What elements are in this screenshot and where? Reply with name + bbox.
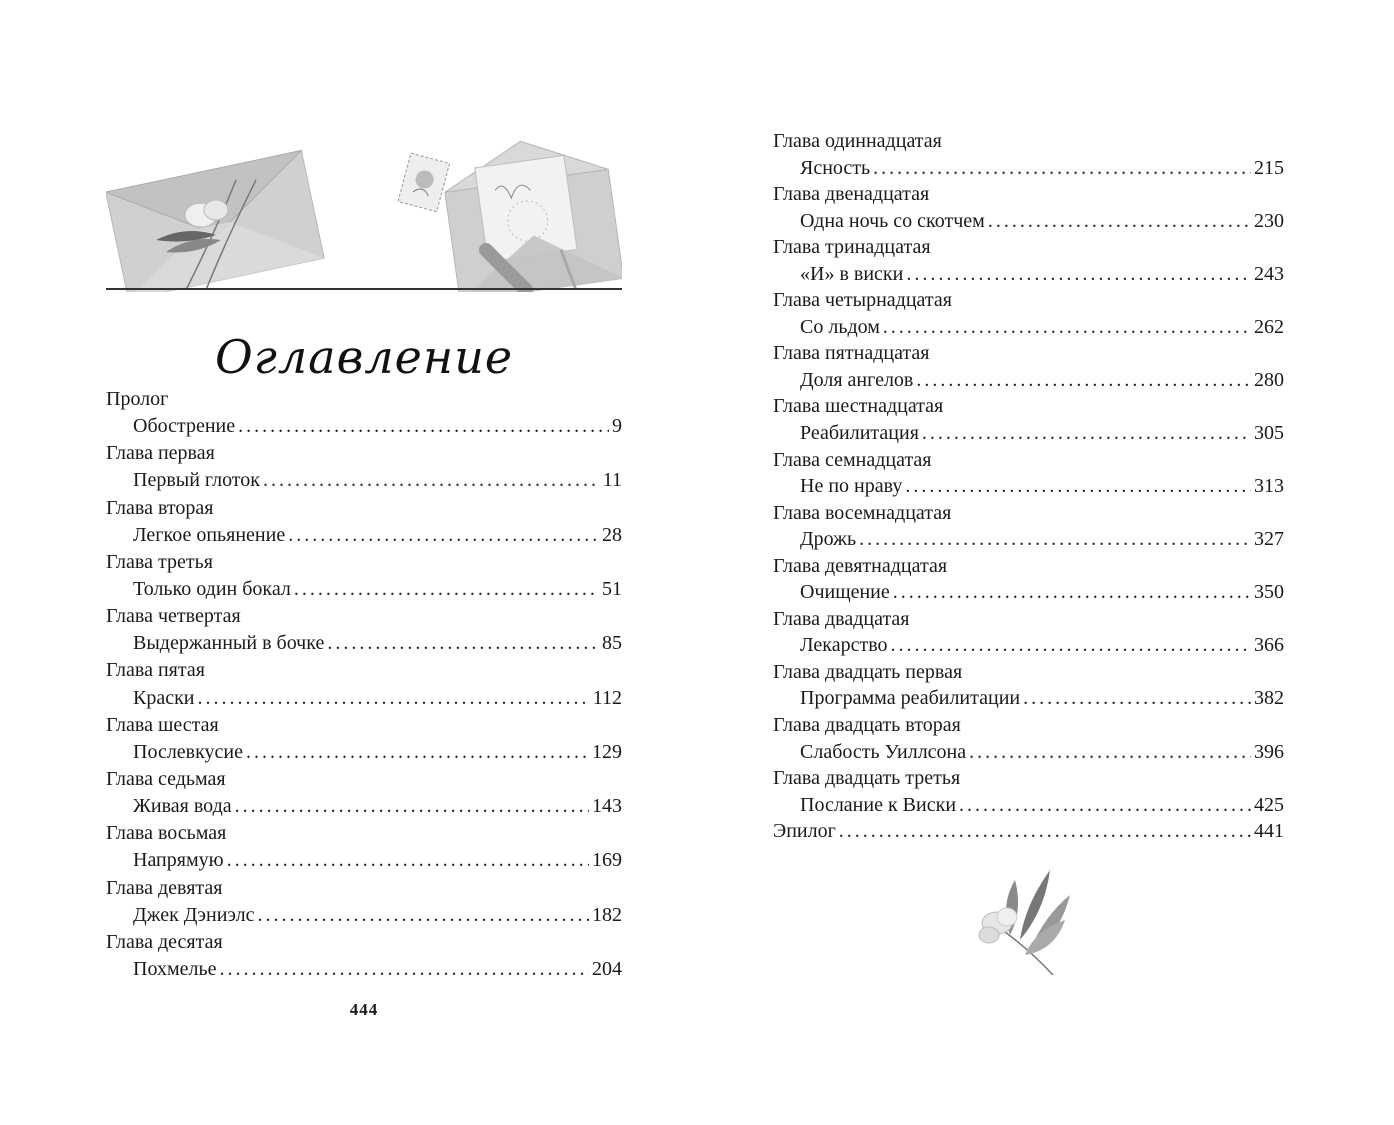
toc-page-number: 9 bbox=[612, 415, 622, 438]
toc-page-number: 396 bbox=[1254, 740, 1284, 763]
toc-leader-dots bbox=[905, 473, 1251, 500]
toc-leader-dots bbox=[1023, 685, 1251, 712]
leaf-flower-illustration-icon bbox=[975, 865, 1075, 980]
toc-chapter-heading: Глава девятнадцатая bbox=[773, 554, 948, 577]
toc-entry-title: Только один бокал bbox=[133, 577, 291, 600]
toc-entry bbox=[773, 314, 1284, 341]
toc-leader-dots bbox=[906, 261, 1251, 288]
toc-page-number: 169 bbox=[592, 849, 622, 872]
toc-leader-dots bbox=[294, 576, 599, 603]
toc-chapter-heading: Глава вторая bbox=[106, 496, 214, 519]
toc-page-number: 382 bbox=[1254, 687, 1284, 710]
toc-entry bbox=[773, 685, 1284, 712]
toc-leader-dots bbox=[198, 685, 590, 712]
toc-leader-dots bbox=[288, 522, 599, 549]
toc-chapter-heading: Глава двенадцатая bbox=[773, 183, 930, 206]
toc-chapter-heading: Глава восемнадцатая bbox=[773, 501, 952, 524]
toc-leader-dots bbox=[873, 155, 1251, 182]
toc-leader-dots bbox=[238, 413, 609, 440]
toc-chapter-heading: Пролог bbox=[106, 388, 169, 410]
toc-page-number: 28 bbox=[602, 523, 622, 546]
toc-entry bbox=[106, 847, 622, 874]
toc-entry bbox=[773, 579, 1284, 606]
toc-page-number: 11 bbox=[602, 469, 622, 492]
toc-chapter-heading: Глава шестнадцатая bbox=[773, 395, 944, 418]
toc-page-number: 280 bbox=[1254, 368, 1284, 391]
toc-entry-title: Выдержанный в бочке bbox=[133, 632, 325, 655]
toc-page-number: 182 bbox=[592, 903, 622, 926]
toc-chapter-heading: Глава девятая bbox=[106, 876, 223, 899]
toc-entry bbox=[106, 902, 622, 929]
toc-chapter-heading: Глава третья bbox=[106, 550, 213, 573]
toc-chapter-heading: Глава пятнадцатая bbox=[773, 342, 930, 365]
toc-leader-dots bbox=[839, 818, 1251, 845]
toc-list-right bbox=[773, 128, 1284, 845]
toc-entry-title: Реабилитация bbox=[800, 422, 919, 445]
toc-entry bbox=[106, 467, 622, 494]
toc-entry-title: Напрямую bbox=[133, 849, 224, 872]
toc-page-number: 230 bbox=[1254, 209, 1284, 232]
toc-entry bbox=[106, 413, 622, 440]
toc-leader-dots bbox=[883, 314, 1251, 341]
toc-entry bbox=[773, 792, 1284, 819]
toc-entry bbox=[773, 208, 1284, 235]
toc-entry-title: Краски bbox=[133, 686, 195, 709]
toc-leader-dots bbox=[235, 793, 589, 820]
toc-page-number: 313 bbox=[1254, 475, 1284, 498]
toc-chapter-heading: Глава одиннадцатая bbox=[773, 130, 942, 152]
toc-chapter-heading: Глава шестая bbox=[106, 713, 219, 736]
toc-entry bbox=[773, 261, 1284, 288]
toc-page-number: 215 bbox=[1254, 156, 1284, 179]
toc-chapter-heading: Глава пятая bbox=[106, 659, 205, 682]
toc-entry-title: «И» в виски bbox=[800, 262, 904, 285]
toc-page-number: 85 bbox=[602, 632, 622, 655]
toc-entry-title: Послание к Виски bbox=[800, 793, 957, 816]
toc-leader-dots bbox=[922, 420, 1251, 447]
toc-entry-title: Доля ангелов bbox=[800, 368, 914, 391]
toc-entry bbox=[106, 685, 622, 712]
toc-chapter-heading: Глава двадцатая bbox=[773, 607, 910, 630]
toc-entry bbox=[773, 526, 1284, 553]
toc-chapter-heading: Глава четырнадцатая bbox=[773, 289, 952, 312]
toc-leader-dots bbox=[916, 367, 1251, 394]
toc-entry-title: Легкое опьянение bbox=[133, 523, 286, 546]
toc-entry-title: Очищение bbox=[800, 581, 890, 604]
toc-entry-title: Не по нраву bbox=[800, 475, 903, 498]
toc-page-number: 350 bbox=[1254, 581, 1284, 604]
toc-entry-title: Со льдом bbox=[800, 315, 880, 338]
toc-leader-dots bbox=[988, 208, 1251, 235]
toc-chapter-heading: Глава первая bbox=[106, 442, 215, 465]
toc-entry bbox=[773, 473, 1284, 500]
toc-entry-title: Одна ночь со скотчем bbox=[800, 209, 985, 232]
toc-entry bbox=[773, 367, 1284, 394]
toc-chapter-heading: Глава седьмая bbox=[106, 767, 226, 790]
toc-page-number: 425 bbox=[1254, 793, 1284, 816]
toc-chapter-heading: Глава тринадцатая bbox=[773, 236, 931, 259]
toc-entry bbox=[773, 632, 1284, 659]
toc-entry bbox=[106, 576, 622, 603]
toc-leader-dots bbox=[969, 739, 1251, 766]
toc-page-number: 112 bbox=[592, 686, 622, 709]
toc-chapter-heading: Глава двадцать третья bbox=[773, 767, 961, 790]
toc-page-number: 366 bbox=[1254, 634, 1284, 657]
header-divider bbox=[106, 288, 622, 290]
toc-entry bbox=[106, 956, 622, 983]
toc-leader-dots bbox=[263, 467, 600, 494]
toc-entry bbox=[106, 739, 622, 766]
toc-entry-title: Первый глоток bbox=[133, 469, 261, 492]
toc-entry-title: Ясность bbox=[800, 156, 871, 179]
toc-page-number: 441 bbox=[1254, 820, 1284, 843]
toc-leader-dots bbox=[959, 792, 1251, 819]
toc-page-number: 204 bbox=[592, 957, 622, 980]
toc-leader-dots bbox=[246, 739, 589, 766]
toc-entry bbox=[773, 155, 1284, 182]
toc-entry-title: Живая вода bbox=[133, 795, 232, 818]
toc-page-number: 327 bbox=[1254, 528, 1284, 551]
toc-page-number: 305 bbox=[1254, 422, 1284, 445]
toc-chapter-heading: Глава восьмая bbox=[106, 822, 227, 845]
toc-entry-title: Эпилог bbox=[773, 820, 836, 843]
toc-chapter-heading: Глава семнадцатая bbox=[773, 448, 932, 471]
toc-entry-title: Обострение bbox=[133, 415, 236, 438]
toc-entry-title: Лекарство bbox=[800, 634, 888, 657]
toc-leader-dots bbox=[893, 579, 1251, 606]
toc-page-number: 129 bbox=[592, 740, 622, 763]
toc-chapter-heading: Глава двадцать вторая bbox=[773, 714, 961, 737]
toc-entry-title: Программа реабилитации bbox=[800, 687, 1021, 710]
toc-entry bbox=[773, 739, 1284, 766]
toc-page-number: 143 bbox=[592, 795, 622, 818]
toc-entry bbox=[773, 420, 1284, 447]
toc-leader-dots bbox=[891, 632, 1251, 659]
toc-entry bbox=[106, 630, 622, 657]
toc-page-number: 243 bbox=[1254, 262, 1284, 285]
toc-entry-title: Похмелье bbox=[133, 957, 217, 980]
page-number: 444 bbox=[349, 1000, 379, 1019]
toc-entry-title: Дрожь bbox=[800, 528, 857, 551]
toc-entry-title: Слабость Уиллсона bbox=[800, 740, 967, 763]
toc-leader-dots bbox=[219, 956, 589, 983]
toc-entry bbox=[106, 793, 622, 820]
toc-chapter-heading: Глава двадцать первая bbox=[773, 660, 963, 683]
toc-page-number: 51 bbox=[602, 577, 622, 600]
toc-entry-title: Послевкусие bbox=[133, 740, 244, 763]
toc-chapter-heading: Глава четвертая bbox=[106, 605, 241, 628]
page-title: Оглавление bbox=[214, 330, 514, 384]
toc-entry bbox=[106, 522, 622, 549]
toc-list-left bbox=[106, 386, 622, 983]
toc-leader-dots bbox=[327, 630, 599, 657]
toc-page-number: 262 bbox=[1254, 315, 1284, 338]
toc-leader-dots bbox=[258, 902, 589, 929]
toc-entry bbox=[773, 818, 1284, 845]
toc-entry-title: Джек Дэниэлс bbox=[133, 903, 255, 926]
toc-leader-dots bbox=[227, 847, 589, 874]
toc-chapter-heading: Глава десятая bbox=[106, 930, 223, 953]
toc-leader-dots bbox=[859, 526, 1251, 553]
envelopes-illustration-icon bbox=[106, 140, 622, 292]
